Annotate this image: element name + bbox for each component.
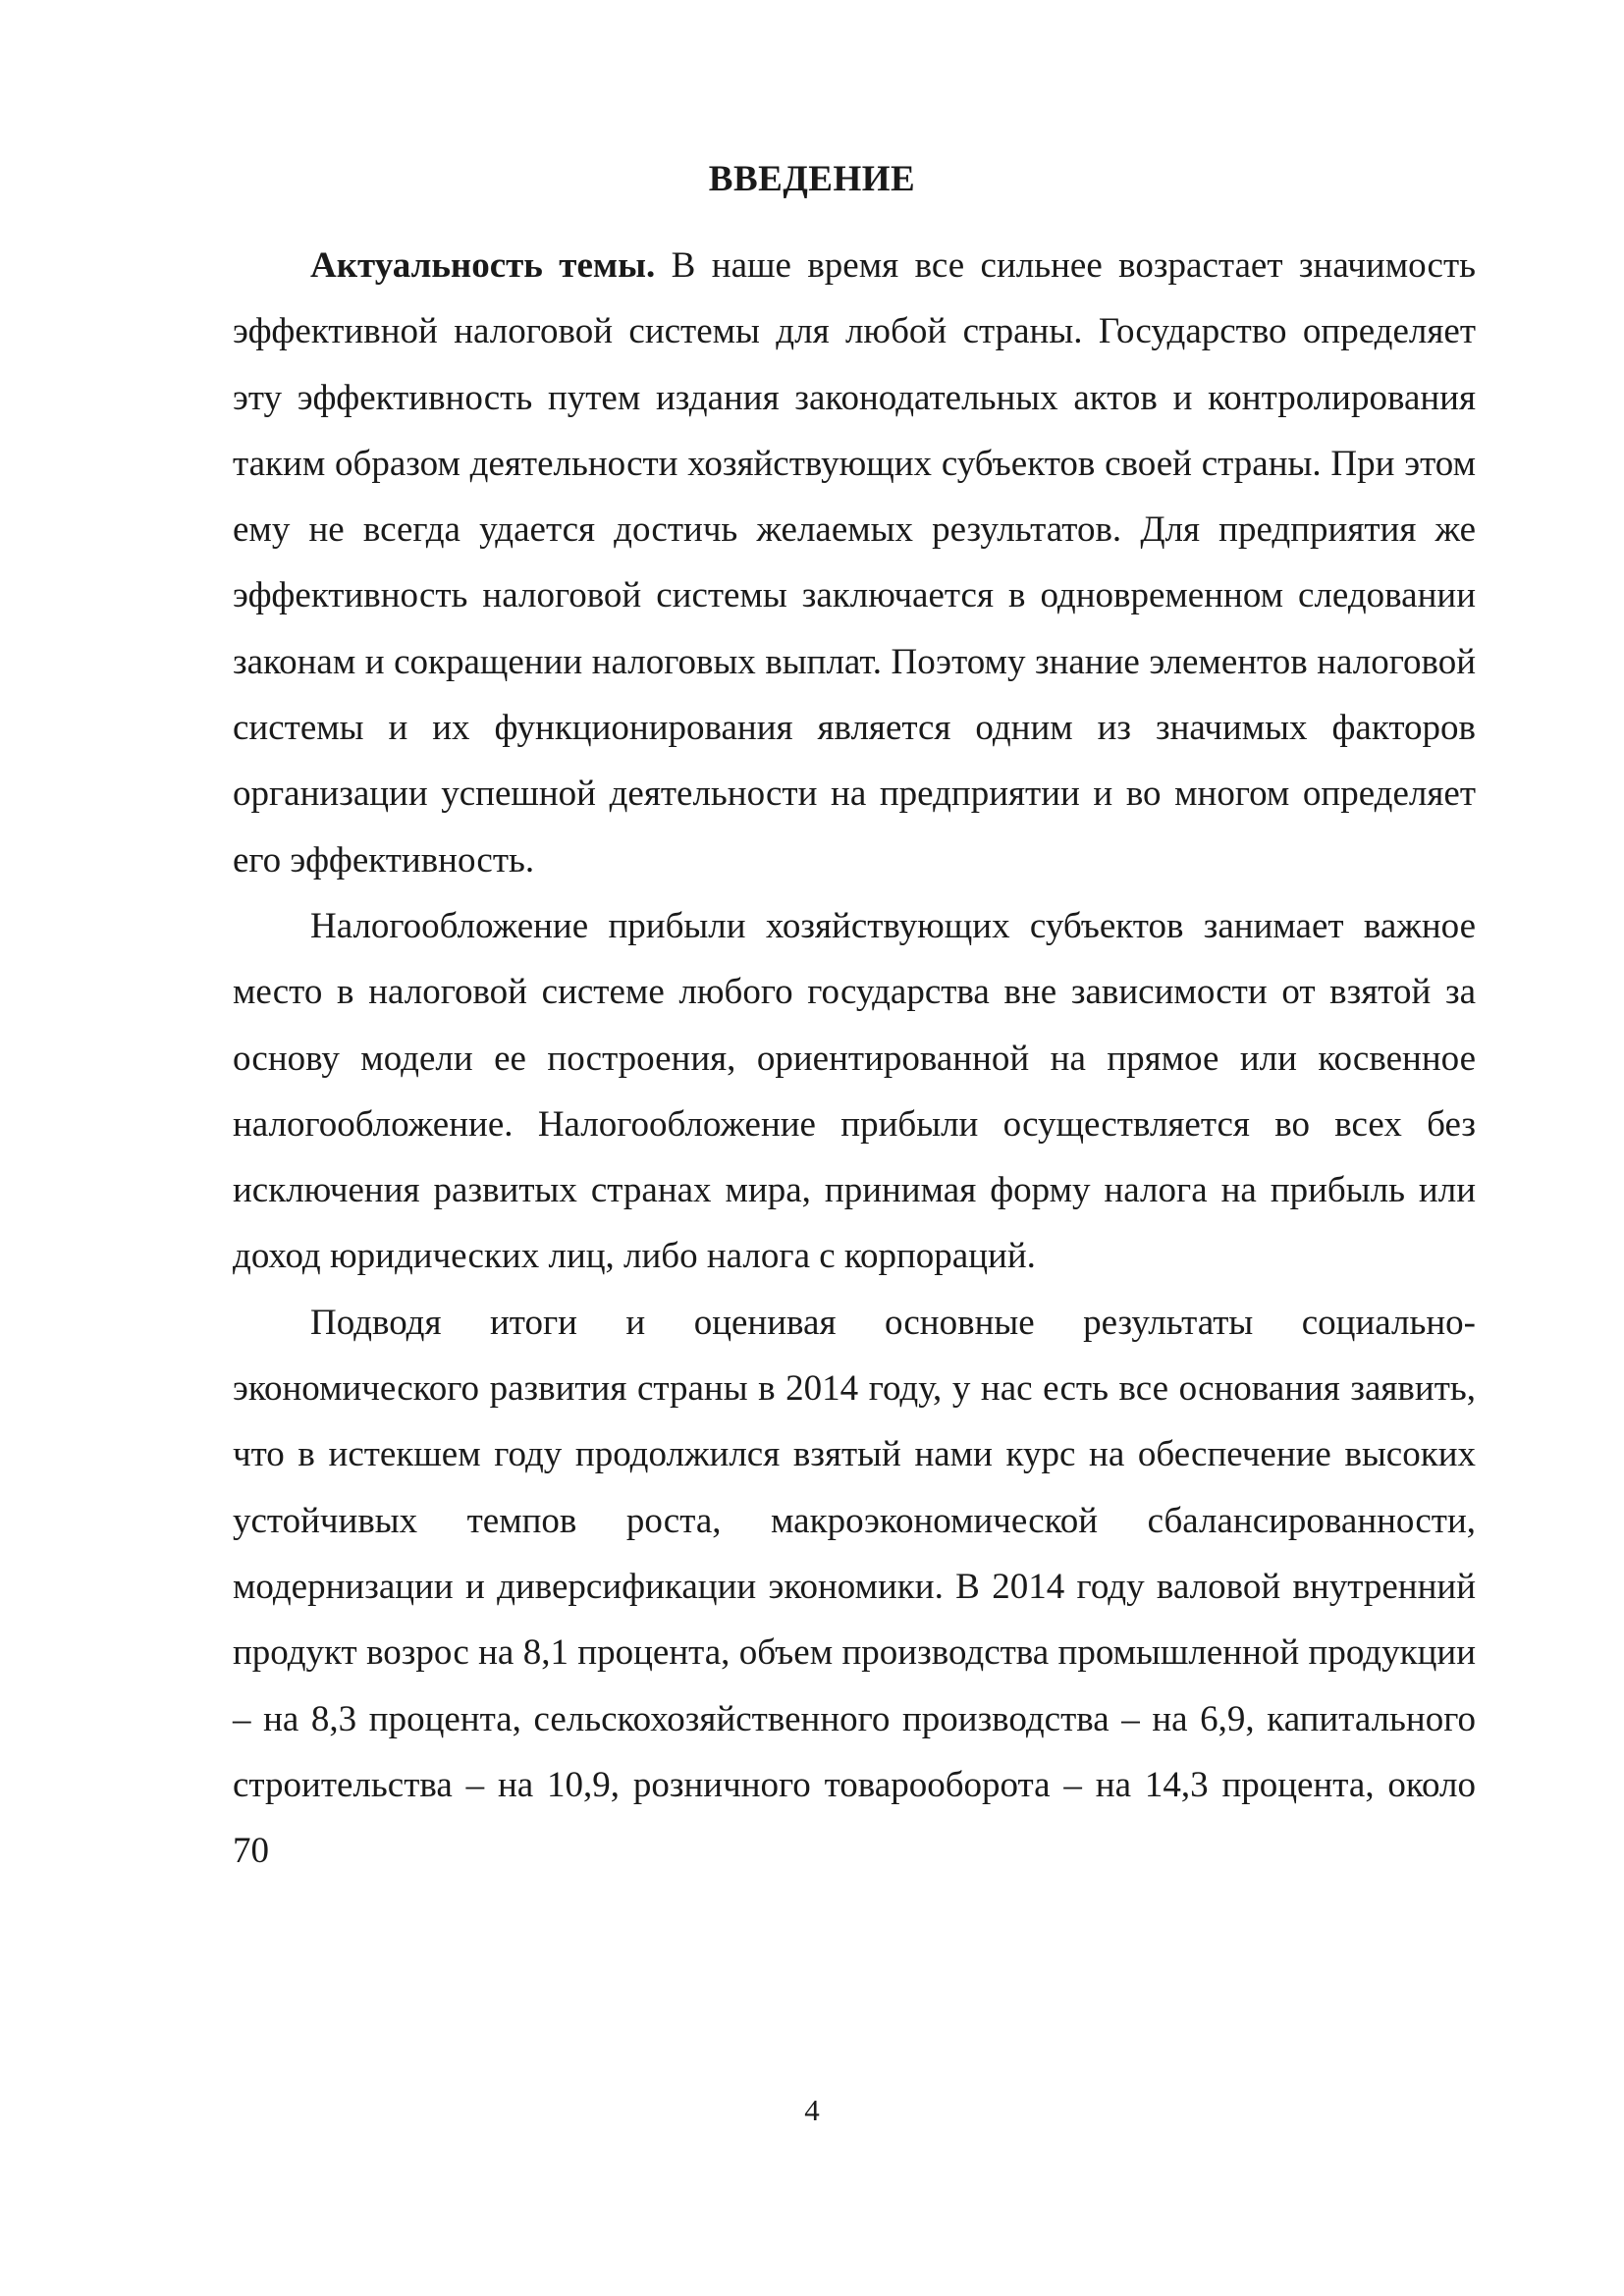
paragraph-text: Подводя итоги и оценивая основные результаты социально-экономического развития страны в 2014 году, у нас есть все основания заявить, что в истекшем году продолжился взятый нами курс на обеспечение высоких устойчивых темпов роста, макроэкономической сбалансированности, модернизации и диверсификации экономики. В 2014 году валовой внутренний продукт возрос на 8,1 процента, объем производства промышленной продукции – на 8,3 процента, сельскохозяйственного производства – на 6,9, капитального строительства – на 10,9, розничного товарооборота – на 14,3 процента, около 70 [233, 1302, 1476, 1872]
section-heading: ВВЕДЕНИЕ [708, 159, 916, 199]
body-text [233, 233, 1476, 1884]
paragraph-profit-taxation [233, 893, 1476, 1290]
paragraph-text: Налогообложение прибыли хозяйствующих субъектов занимает важное место в налоговой системе любого государства вне зависимости от взятой за основу модели ее построения, ориентированной на прямое или косвенное налогообложение. Налогообложение прибыли осуществляется во всех без исключения развитых странах мира, принимая форму налога на прибыль или доход юридических лиц, либо налога с корпораций. [233, 905, 1476, 1277]
paragraph-lead: Актуальность темы. [310, 245, 656, 286]
page-number: 4 [804, 2093, 820, 2127]
paragraph-economic-results [233, 1290, 1476, 1885]
paragraph-text: В наше время все сильнее возрастает значимость эффективной налоговой системы для любой страны. Государство определяет эту эффективность путем издания законодательных актов и контролирования таким образом деятельности хозяйствующих субъектов своей страны. При этом ему не всегда удается достичь желаемых результатов. Для предприятия же эффективность налоговой системы заключается в одновременном следовании законам и сокращении налоговых выплат. Поэтому знание элементов налоговой системы и их функционирования является одним из значимых факторов организации успешной деятельности на предприятии и во многом определяет его эффективность. [233, 245, 1476, 881]
paragraph-relevance [233, 233, 1476, 893]
